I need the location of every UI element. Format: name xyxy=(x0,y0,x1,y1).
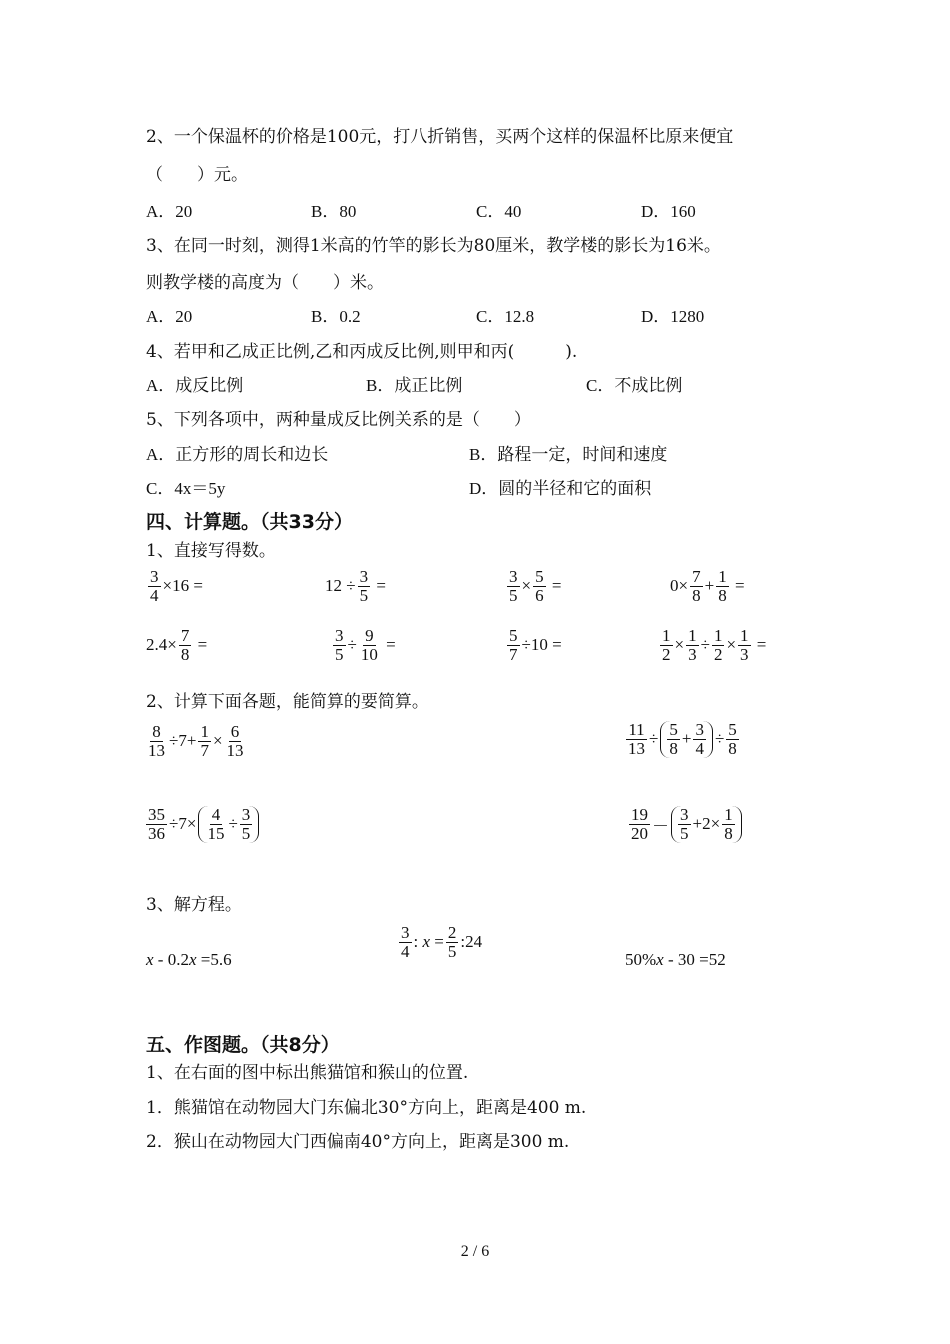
section4-title: 四、计算题。（共33分） xyxy=(146,511,353,533)
section4-q3: 3、解方程。 xyxy=(146,895,242,915)
equation-2: $\frac{3}{4}$ : x = $\frac{2}{5}$ : 24 xyxy=(401,923,483,961)
q4-option-a: A．成反比例 xyxy=(146,376,244,395)
q5-option-c: C．4x＝5y xyxy=(146,479,226,498)
equation-3: 50% x - 30 =52 xyxy=(625,950,726,969)
q3-option-d: D．1280 xyxy=(641,307,705,326)
parentheses: $\frac{3}{5}$ + 2 × $\frac{1}{8}$ xyxy=(671,806,742,843)
q2-option-b: B．80 xyxy=(311,202,357,221)
q3-option-c: C．12.8 xyxy=(476,307,535,326)
q2-option-c: C．40 xyxy=(476,202,522,221)
direct-item-1: $\frac{3}{4}$ × 16 = xyxy=(150,567,203,605)
direct-item-5: 2.4 × $\frac{7}{8}$ = xyxy=(146,626,208,664)
direct-item-3: $\frac{3}{5}$ × $\frac{5}{6}$ = xyxy=(509,567,562,605)
direct-item-6: $\frac{3}{5}$ ÷ $\frac{9}{10}$ = xyxy=(335,626,396,664)
q3-option-a: A．20 xyxy=(146,307,193,326)
q4-option-b: B．成正比例 xyxy=(366,376,463,395)
q2-stem-cont: （ ）元。 xyxy=(146,165,248,185)
q3-stem: 3、在同一时刻，测得1米高的竹竿的影长为80厘米，教学楼的影长为16米。 xyxy=(146,236,721,256)
q5-option-d: D．圆的半径和它的面积 xyxy=(469,479,652,498)
q5-option-a: A．正方形的周长和边长 xyxy=(146,445,329,464)
q2-option-d: D．160 xyxy=(641,202,696,221)
direct-item-4: 0 × $\frac{7}{8}$ + $\frac{1}{8}$ = xyxy=(670,567,745,605)
q3-stem-cont: 则教学楼的高度为（ ）米。 xyxy=(146,273,384,293)
section4-q2: 2、计算下面各题，能简算的要简算。 xyxy=(146,692,429,712)
q3-option-b: B．0.2 xyxy=(311,307,361,326)
q5-stem: 5、下列各项中，两种量成反比例关系的是（ ） xyxy=(146,410,531,430)
section5-item-1: 1．熊猫馆在动物园大门东偏北30°方向上，距离是400 m. xyxy=(146,1098,587,1118)
parentheses: $\frac{4}{15}$ ÷ $\frac{3}{5}$ xyxy=(198,806,259,843)
calc-item-1: $\frac{8}{13}$ ÷ 7 + $\frac{1}{7}$ × $\frac{6}{13}$ xyxy=(148,722,244,760)
section5-item-2: 2．猴山在动物园大门西偏南40°方向上，距离是300 m. xyxy=(146,1132,570,1152)
equation-1: x - 0.2 x =5.6 xyxy=(146,950,232,969)
q4-option-c: C．不成比例 xyxy=(586,376,683,395)
direct-item-8: $\frac{1}{2}$ × $\frac{1}{3}$ ÷ $\frac{1}{2}$ × $\frac{1}{3}$ = xyxy=(662,626,767,664)
parentheses: $\frac{5}{8}$ + $\frac{3}{4}$ xyxy=(660,721,713,758)
calc-item-3: $\frac{35}{36}$ ÷ 7 × $\frac{4}{15}$ ÷ $\frac{3}{5}$ xyxy=(144,806,261,843)
page-number: 2 / 6 xyxy=(460,1243,490,1260)
q4-stem: 4、若甲和乙成正比例,乙和丙成反比例,则甲和丙( ). xyxy=(146,342,578,362)
section5-q1: 1、在右面的图中标出熊猫馆和猴山的位置. xyxy=(146,1063,469,1083)
q5-option-b: B．路程一定，时间和速度 xyxy=(469,445,668,464)
direct-item-2: 12 ÷ $\frac{3}{5}$ = xyxy=(325,567,386,605)
q2-stem: 2、一个保温杯的价格是100元，打八折销售，买两个这样的保温杯比原来便宜 xyxy=(146,127,734,147)
calc-item-2: $\frac{11}{13}$ ÷ $\frac{5}{8}$ + $\frac{3}{4}$ ÷ $\frac{5}{8}$ xyxy=(628,720,737,758)
section4-q1: 1、直接写得数。 xyxy=(146,541,276,561)
section5-title: 五、作图题。（共8分） xyxy=(146,1034,340,1056)
calc-item-4: $\frac{19}{20}$ － $\frac{3}{5}$ + 2 × $\frac{1}{8}$ xyxy=(627,806,744,843)
q2-option-a: A．20 xyxy=(146,202,193,221)
direct-item-7: $\frac{5}{7}$ ÷ 10 = xyxy=(509,626,562,664)
